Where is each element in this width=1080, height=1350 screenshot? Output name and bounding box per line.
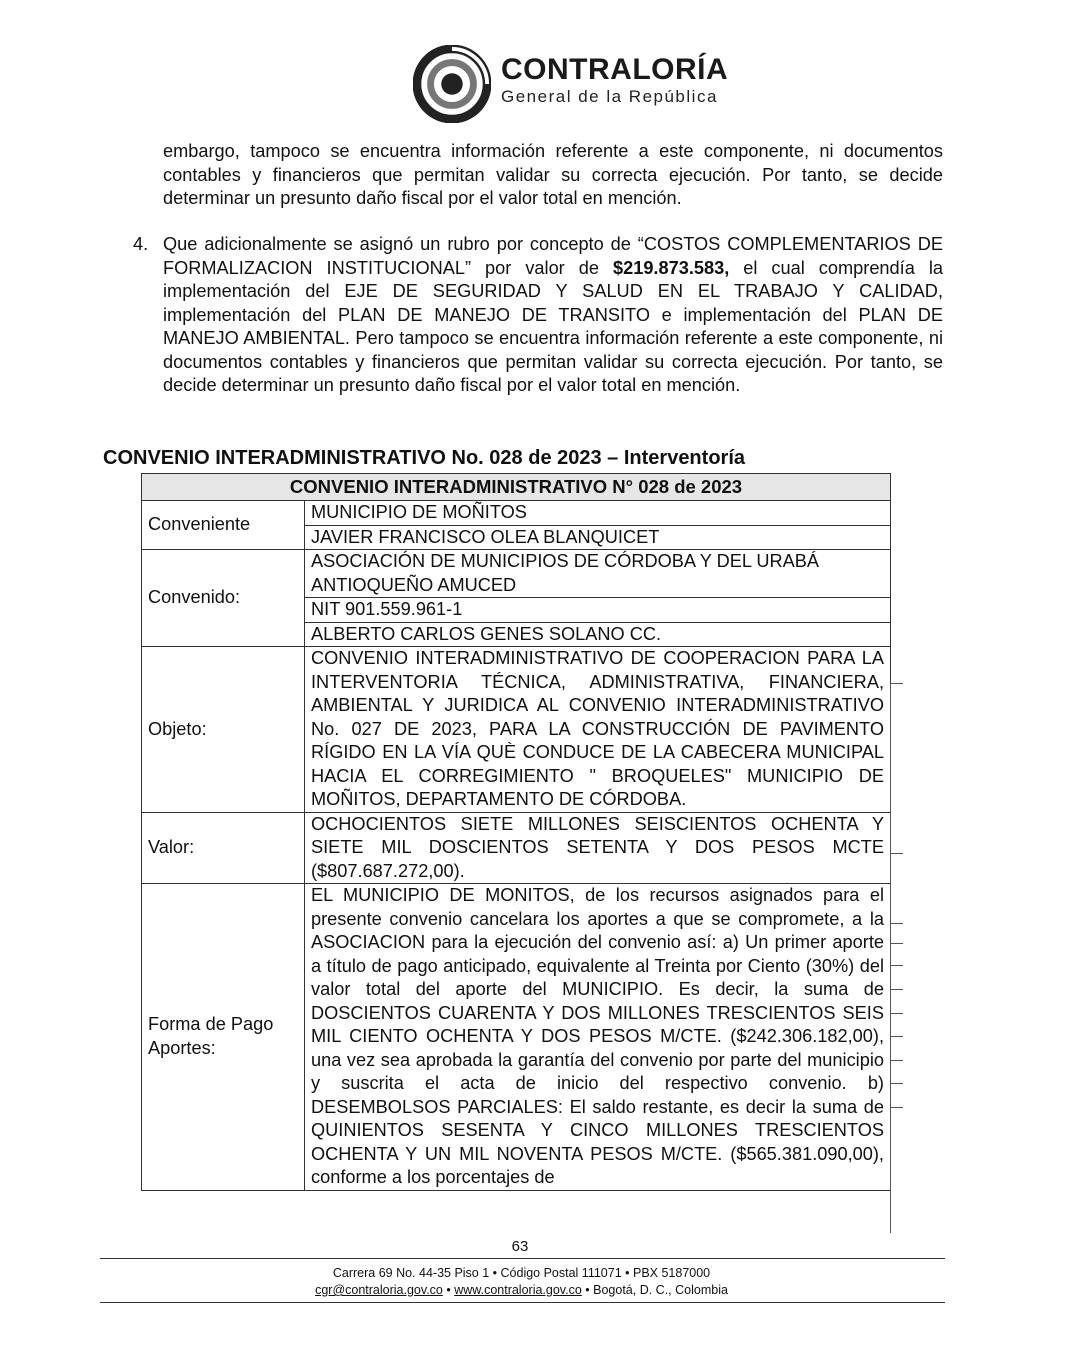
item4-text-b: el cual comprendía la implementación del EJE DE SEGURIDAD Y SALUD EN EL TRABAJO Y CALIDAD, implementación del PLAN DE MANEJO DE TRANSITO e implementación del PLAN DE MANEJO AMBIENTAL. Pero tampoco se encuentra información referente a este componente, ni documentos contables y financieros que permitan validar su correcta ejecución. Por tanto, se decide determinar un presunto daño fiscal por el valor total en mención.	[163, 257, 943, 395]
edge-tick	[891, 853, 903, 854]
org-name: CONTRALORÍA	[501, 53, 729, 86]
contraloria-logo	[413, 45, 753, 125]
conveniente-label: Conveniente	[142, 501, 305, 550]
table-row	[142, 812, 891, 884]
forma-pago-label: Forma de Pago Aportes:	[142, 884, 305, 1191]
valor-label: Valor:	[142, 812, 305, 884]
section-title: CONVENIO INTERADMINISTRATIVO No. 028 de 2023 – Interventoría	[103, 447, 745, 469]
table-header-row	[142, 474, 891, 501]
edge-tick	[891, 683, 903, 684]
contraloria-logo-icon	[413, 45, 491, 123]
table-row	[142, 647, 891, 813]
objeto-label: Objeto:	[142, 647, 305, 813]
list-item-4	[133, 233, 943, 398]
item4-amount: $219.873.583,	[612, 257, 730, 278]
convenido-nit: NIT 901.559.961-1	[305, 598, 891, 623]
table-edge-marks	[890, 683, 905, 1233]
edge-tick	[891, 1036, 903, 1037]
convenido-label: Convenido:	[142, 550, 305, 647]
forma-pago-value: EL MUNICIPIO DE MONITOS, de los recursos asignados para el presente convenio cancelara los aportes a que se compromete, a la ASOCIACION para la ejecución del convenio así: a) Un primer aporte a título de pago anticipado, equivalente al Treinta por Ciento (30%) del valor total del aporte del MUNICIPIO. Es decir, la suma de DOSCIENTOS CUARENTA Y DOS MILLONES TRESCIENTOS SEIS MIL CIENTO OCHENTA Y DOS PESOS M/CTE. ($242.306.182,00), una vez sea aprobada la garantía del convenio por parte del municipio y suscrita el acta de inicio del respectivo convenio. b) DESEMBOLSOS PARCIALES: El saldo restante, es decir la suma de QUINIENTOS SESENTA Y CINCO MILLONES TRESCIENTOS OCHENTA Y UN MIL NOVENTA PESOS M/CTE. ($565.381.090,00), conforme a los porcentajes de	[305, 884, 891, 1191]
footer-contact	[0, 1283, 1043, 1297]
edge-tick	[891, 989, 903, 990]
paragraph-continuation: embargo, tampoco se encuentra información referente a este componente, ni documentos contables y financieros que permitan validar su correcta ejecución. Por tanto, se decide determinar un presunto daño fiscal por el valor total en mención.	[163, 141, 943, 208]
edge-tick	[891, 1107, 903, 1108]
convenido-representante: ALBERTO CARLOS GENES SOLANO CC.	[305, 622, 891, 647]
footer-divider	[100, 1258, 945, 1259]
table-row	[142, 501, 891, 526]
footer-city: • Bogotá, D. C., Colombia	[581, 1283, 728, 1297]
footer-separator: •	[442, 1283, 455, 1297]
conveniente-municipio: MUNICIPIO DE MOÑITOS	[305, 501, 891, 526]
footer-web-link[interactable]: www.contraloria.gov.co	[454, 1283, 582, 1297]
list-item-text	[163, 233, 943, 398]
edge-tick	[891, 1013, 903, 1014]
edge-tick	[891, 923, 903, 924]
footer-divider-bottom	[100, 1302, 945, 1303]
footer-email-link[interactable]: cgr@contraloria.gov.co	[315, 1283, 443, 1297]
list-item-number: 4.	[133, 234, 149, 254]
table-header: CONVENIO INTERADMINISTRATIVO N° 028 de 2023	[142, 474, 891, 501]
objeto-value: CONVENIO INTERADMINISTRATIVO DE COOPERACION PARA LA INTERVENTORIA TÉCNICA, ADMINISTRATIVA, FINANCIERA, AMBIENTAL Y JURIDICA AL CONVENIO INTERADMINISTRATIVO No. 027 DE 2023, PARA LA CONSTRUCCIÓN DE PAVIMENTO RÍGIDO EN LA VÍA QUÈ CONDUCE DE LA CABECERA MUNICIPAL HACIA EL CORREGIMIENTO " BROQUELES" MUNICIPIO DE MOÑITOS, DEPARTAMENTO DE CÓRDOBA.	[305, 647, 891, 813]
item4-text-a: Que adicionalmente se asignó un rubro por concepto de “COSTOS COMPLEMENTARIOS DE FORMALIZACION INSTITUCIONAL” por valor de	[163, 234, 943, 278]
edge-tick	[891, 1083, 903, 1084]
table-row	[142, 550, 891, 598]
edge-tick	[891, 1060, 903, 1061]
page-number: 63	[511, 1238, 529, 1255]
org-subtitle: General de la República	[501, 87, 718, 106]
convenio-table	[141, 473, 891, 1191]
conveniente-representante: JAVIER FRANCISCO OLEA BLANQUICET	[305, 525, 891, 550]
edge-tick	[891, 943, 903, 944]
footer-address: Carrera 69 No. 44-35 Piso 1 • Código Postal 111071 • PBX 5187000	[332, 1266, 711, 1280]
table-row	[142, 884, 891, 1191]
edge-tick	[891, 965, 903, 966]
convenido-asociacion: ASOCIACIÓN DE MUNICIPIOS DE CÓRDOBA Y DEL URABÁ ANTIOQUEÑO AMUCED	[305, 550, 891, 598]
valor-value: OCHOCIENTOS SIETE MILLONES SEISCIENTOS OCHENTA Y SIETE MIL DOSCIENTOS SETENTA Y DOS PESOS MCTE ($807.687.272,00).	[305, 812, 891, 884]
